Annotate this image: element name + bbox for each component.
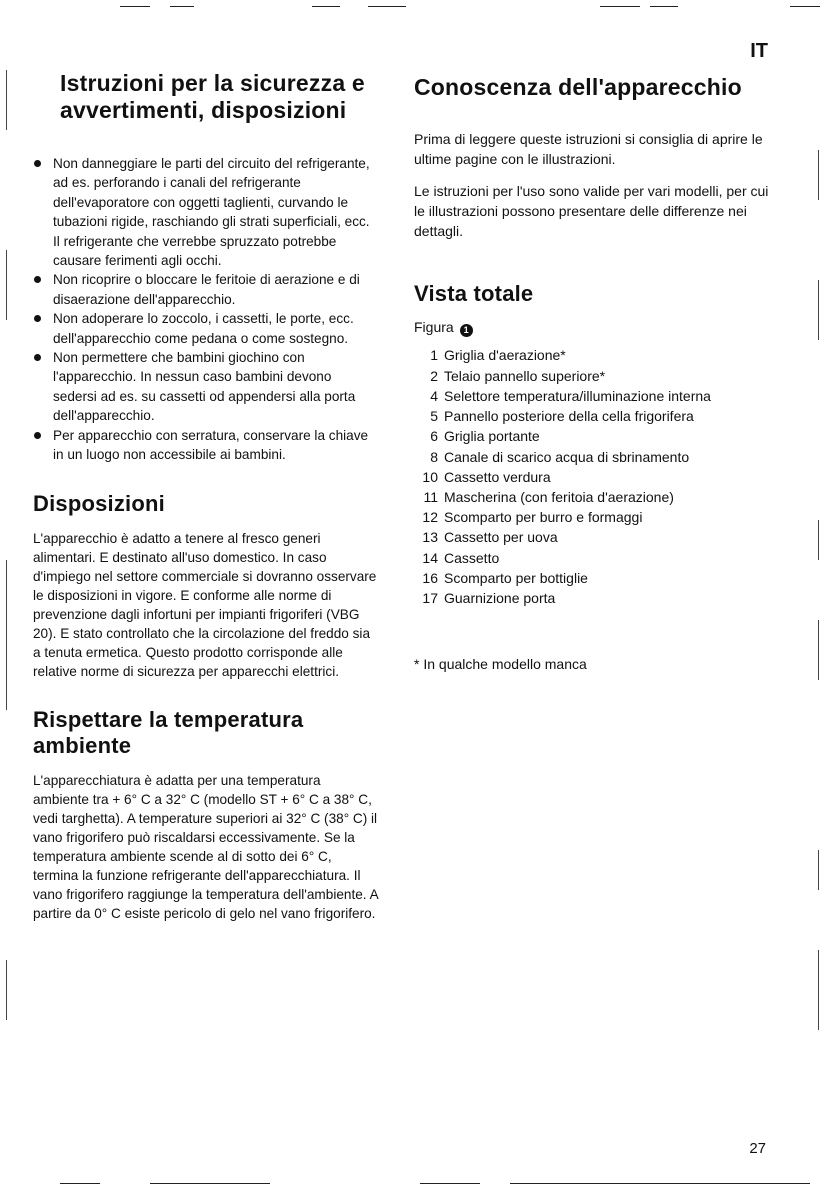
scan-artifact-line xyxy=(150,1183,270,1184)
left-column xyxy=(33,70,378,923)
temperatura-section xyxy=(33,707,378,923)
intro-paragraph: Le istruzioni per l'uso sono valide per vari modelli, per cui le illustrazioni possono presentare delle differenze nei dettagli. xyxy=(414,182,769,240)
list-item: 14 Cassetto xyxy=(422,549,500,566)
safety-title: Istruzioni per la sicurezza e avvertimenti, disposizioni xyxy=(60,70,365,123)
scan-artifact-line xyxy=(60,1183,100,1184)
scan-artifact-line xyxy=(368,6,406,7)
list-item: 13 Cassetto per uova xyxy=(422,529,558,546)
list-item: Per apparecchio con serratura, conservare la chiave in un luogo non accessibile ai bambini. xyxy=(53,426,378,465)
intro-paragraph: Prima di leggere queste istruzioni si consiglia di aprire le ultime pagine con le illustrazioni. xyxy=(414,131,763,168)
scan-artifact-line xyxy=(312,6,340,7)
page-number: 27 xyxy=(749,1140,766,1157)
language-label: IT xyxy=(750,40,768,62)
list-item: 6 Griglia portante xyxy=(430,428,540,445)
scan-artifact-line xyxy=(790,6,820,7)
list-item: 17 Guarnizione porta xyxy=(422,589,556,606)
scan-artifact-line xyxy=(600,6,640,7)
scan-artifact-line xyxy=(818,950,819,1030)
list-item: 1 Griglia d'aerazione* xyxy=(430,347,566,364)
scan-artifact-line xyxy=(6,960,7,1020)
scan-artifact-line xyxy=(6,560,7,710)
scan-artifact-line xyxy=(120,6,150,7)
right-column xyxy=(414,74,774,674)
scan-artifact-line xyxy=(818,850,819,890)
list-item: 10 Cassetto verdura xyxy=(422,468,551,485)
disposizioni-text: L'apparecchio è adatto a tenere al fresco generi alimentari. E destinato all'uso domestico. In caso d'impiego nel settore commerciale si dovranno osservare le disposizioni in vigore. E conforme alle norme di prevenzione dagli infortuni per impianti frigoriferi (VBG 20). E stato controllato che la circolazione del freddo sia a tenuta ermetica. Questo prodotto corrisponde alle relative norme di sicurezza per apparecchi elettrici. xyxy=(33,530,377,679)
appliance-title: Conoscenza dell'apparecchio xyxy=(414,74,742,100)
scan-artifact-line xyxy=(6,250,7,320)
vista-totale-heading: Vista totale xyxy=(414,281,534,307)
scan-artifact-line xyxy=(818,620,819,680)
list-item: Non danneggiare le parti del circuito del refrigerante, ad es. perforando i canali del refrigerante dell'evaporatore con oggetti taglienti, curvando le tubazioni rigide, raschiando gli strati superficiali, ecc. Il refrigerante che verrebbe spruzzato potrebbe causare ferimenti agli occhi. xyxy=(53,154,378,270)
list-item: Non ricoprire o bloccare le feritoie di aerazione e di disaerazione dell'apparecchio. xyxy=(53,270,378,309)
temperatura-heading: Rispettare la temperatura ambiente xyxy=(33,706,304,758)
list-item: 4 Selettore temperatura/illuminazione interna xyxy=(430,387,711,404)
list-item: 12 Scomparto per burro e formaggi xyxy=(422,509,643,526)
scan-artifact-line xyxy=(510,1183,810,1184)
temperatura-text: L'apparecchiatura è adatta per una temperatura ambiente tra + 6° C a 32° C (modello ST + 6° C a 38° C, vedi targhetta). A temperature superiori ai 32° C (38° C) il vano frigorifero può riscaldarsi eccessivamente. Se la temperatura ambiente scende al di sotto dei 6° C, termina la funzione refrigerante dell'apparecchiatura. Il vano frigorifero raggiunge la temperatura dell'ambiente. A partire da 0° C esiste pericolo di gelo nel vano frigorifero. xyxy=(33,772,378,921)
list-item: Non permettere che bambini giochino con l'apparecchio. In nessun caso bambini devono sedersi ad es. su cassetti od appendersi alla porta dell'apparecchio. xyxy=(53,348,378,426)
list-item: 5 Pannello posteriore della cella frigorifera xyxy=(430,408,694,425)
list-item: Non adoperare lo zoccolo, i cassetti, le porte, ecc. dell'apparecchio come pedana o come sostegno. xyxy=(53,309,378,348)
scan-artifact-line xyxy=(420,1183,480,1184)
list-item: 2 Telaio pannello superiore* xyxy=(430,367,606,384)
list-item: 16 Scomparto per bottiglie xyxy=(422,569,588,586)
disposizioni-section xyxy=(33,491,378,681)
scan-artifact-line xyxy=(170,6,194,7)
list-item: 11 Mascherina (con feritoia d'aerazione) xyxy=(423,488,674,505)
figure-reference xyxy=(414,317,774,337)
parts-list xyxy=(414,345,774,608)
footnote: * In qualche modello manca xyxy=(414,656,587,673)
scan-artifact-line xyxy=(818,280,819,340)
scan-artifact-line xyxy=(6,70,7,130)
safety-bullet-list xyxy=(33,154,378,465)
scan-artifact-line xyxy=(818,520,819,560)
disposizioni-heading: Disposizioni xyxy=(33,490,165,516)
figure-number-badge: 1 xyxy=(460,324,473,337)
scan-artifact-line xyxy=(818,150,819,200)
figure-label: Figura xyxy=(414,319,454,336)
list-item: 8 Canale di scarico acqua di sbrinamento xyxy=(430,448,690,465)
scan-artifact-line xyxy=(650,6,678,7)
